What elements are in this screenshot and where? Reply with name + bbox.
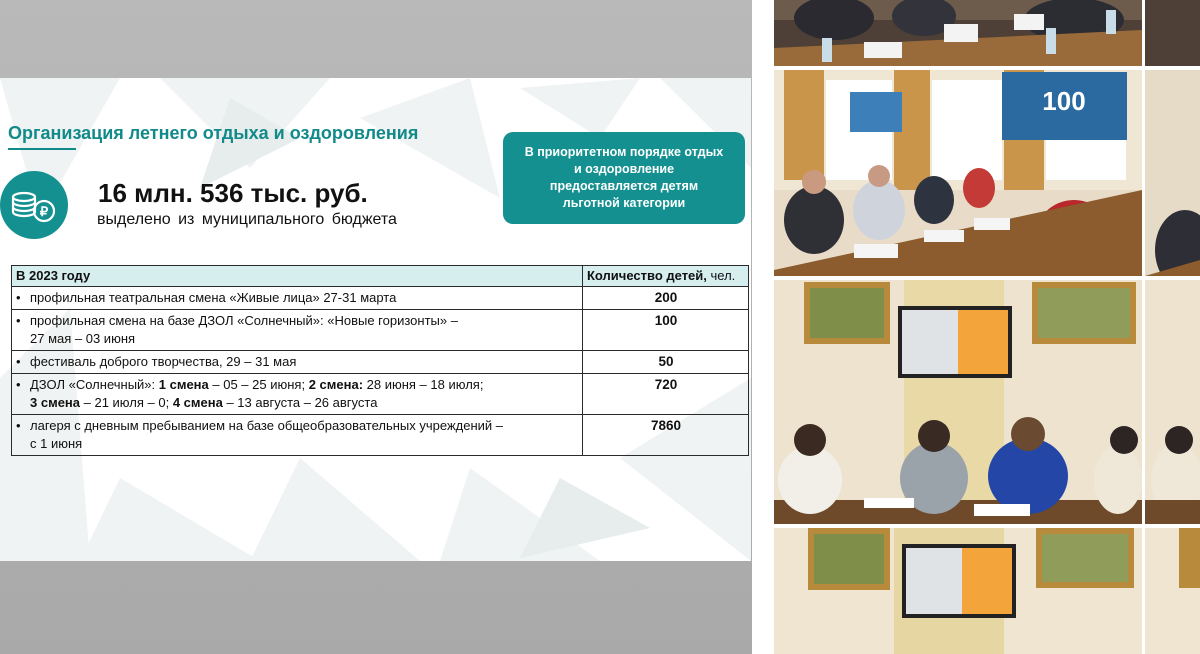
slide-title: Организация летнего отдыха и оздоровления <box>8 123 419 143</box>
photo-presidium-speakers-edge <box>1145 280 1200 524</box>
header-period: В 2023 году <box>12 266 583 287</box>
photo-presentation-screen[interactable] <box>774 528 1142 654</box>
photo-meeting-table-top[interactable] <box>774 0 1142 66</box>
svg-text:₽: ₽ <box>39 204 49 219</box>
bullet: • <box>16 354 21 369</box>
budget-caption: выделено из муниципального бюджета <box>97 211 397 228</box>
photo-conference-hall-edge <box>1145 70 1200 276</box>
table-row <box>12 287 749 310</box>
svg-text:100: 100 <box>1042 86 1086 116</box>
header-unit: чел. <box>710 268 736 283</box>
photo-presidium-speakers[interactable] <box>774 280 1142 524</box>
row-description: профильная театральная смена «Живые лица» 27-31 марта <box>30 290 397 305</box>
row-description-cont: с 1 июня <box>30 436 83 451</box>
photo-gallery <box>752 0 1200 654</box>
row-description-cont: 27 мая – 03 июня <box>30 331 136 346</box>
table-row <box>12 310 749 351</box>
table-header-row <box>12 266 749 287</box>
row-description: лагеря с дневным пребыванием на базе общеобразовательных учреждений – <box>30 418 504 433</box>
photo-meeting-table-top-edge <box>1145 0 1200 66</box>
row-count: 100 <box>583 310 749 351</box>
row-count: 50 <box>583 351 749 374</box>
row-count: 7860 <box>583 415 749 456</box>
priority-note-box <box>503 132 745 224</box>
header-children-count: Количество детей, чел. <box>583 266 749 287</box>
row-description: профильная смена на базе ДЗОЛ «Солнечный»: «Новые горизонты» – <box>30 313 458 328</box>
row-description-cont: 3 смена – 21 июля – 0; 4 смена – 13 августа – 26 августа <box>30 395 378 410</box>
photo-conference-hall[interactable] <box>774 70 1142 276</box>
table-row <box>12 415 749 456</box>
row-description: ДЗОЛ «Солнечный»: 1 смена – 05 – 25 июня; 2 смена: 28 июня – 18 июля; <box>30 377 484 392</box>
table-row <box>12 374 749 415</box>
row-description: фестиваль доброго творчества, 29 – 31 мая <box>30 354 297 369</box>
bullet: • <box>16 418 21 433</box>
budget-amount: 16 млн. 536 тыс. руб. <box>98 178 368 208</box>
table-row <box>12 351 749 374</box>
row-count: 200 <box>583 287 749 310</box>
priority-note-text: В приоритетном порядке отдых и оздоровление предоставляется детям льготной категории <box>524 145 724 210</box>
bullet: • <box>16 290 21 305</box>
row-count: 720 <box>583 374 749 415</box>
title-underline <box>8 148 76 150</box>
bullet: • <box>16 313 21 328</box>
photo-presentation-screen-edge <box>1145 528 1200 654</box>
summer-camps-table <box>11 265 749 456</box>
coins-ruble-icon <box>0 171 68 239</box>
bullet: • <box>16 377 21 392</box>
